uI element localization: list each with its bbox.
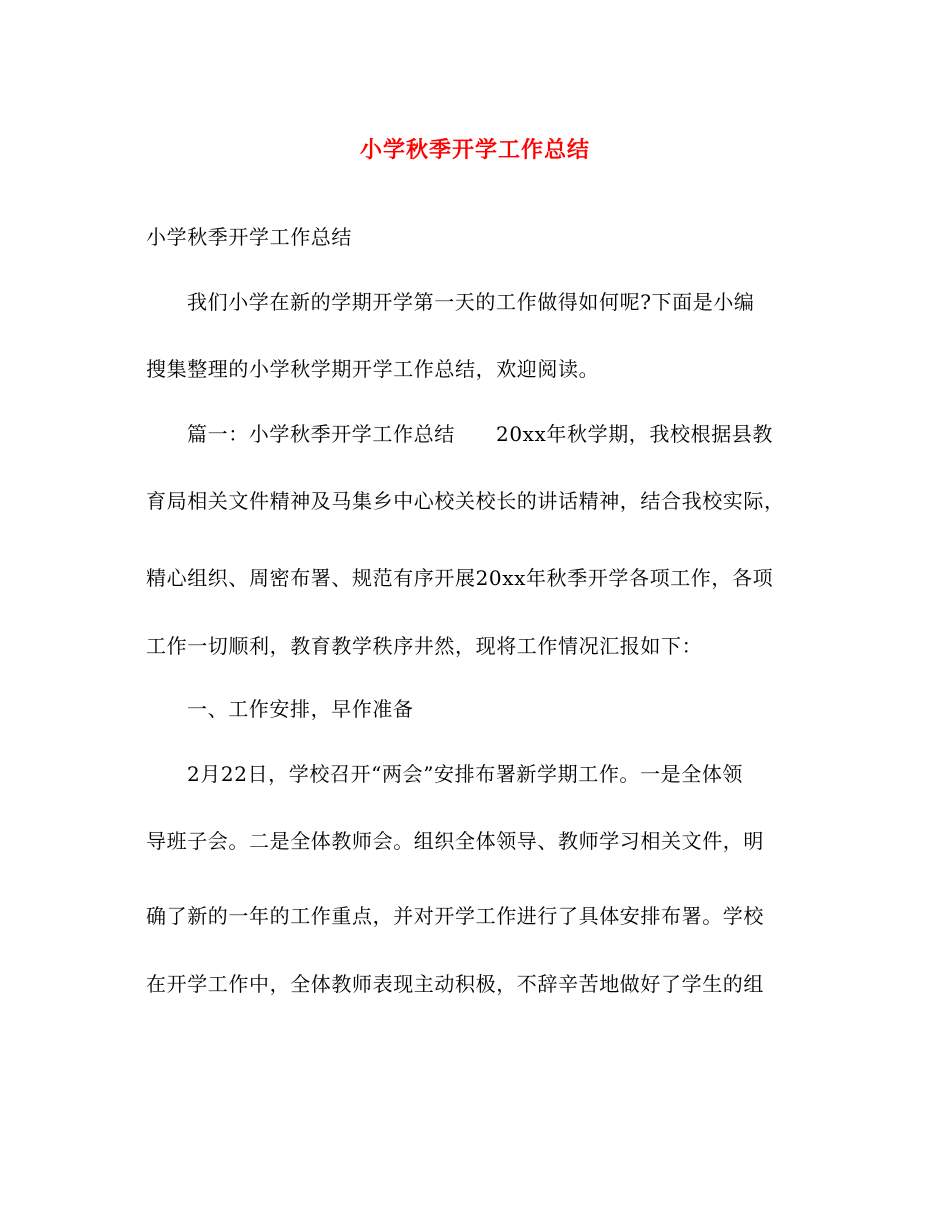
- paragraph-line: 篇一：小学秋季开学工作总结 20xx年秋学期，我校根据县教: [187, 422, 774, 446]
- subtitle-line: 小学秋季开学工作总结: [146, 225, 352, 249]
- paragraph-line: 导班子会。二是全体教师会。组织全体领导、教师学习相关文件，明: [146, 829, 764, 853]
- paragraph-line: 在开学工作中，全体教师表现主动积极，不辞辛苦地做好了学生的组: [146, 972, 764, 996]
- paragraph-line: 搜集整理的小学秋学期开学工作总结，欢迎阅读。: [146, 357, 600, 381]
- document-title: 小学秋季开学工作总结: [359, 137, 590, 163]
- paragraph-line: 育局相关文件精神及马集乡中心校关校长的讲话精神，结合我校实际，: [146, 489, 785, 513]
- paragraph-line: 工作一切顺利，教育教学秩序井然，现将工作情况汇报如下：: [146, 634, 703, 658]
- section-heading: 一、工作安排，早作准备: [187, 697, 414, 721]
- paragraph-line: 我们小学在新的学期开学第一天的工作做得如何呢?下面是小编: [187, 290, 755, 314]
- paragraph-line: 确了新的一年的工作重点，并对开学工作进行了具体安排布署。学校: [146, 904, 764, 928]
- paragraph-line: 精心组织、周密布署、规范有序开展20xx年秋季开学各项工作，各项: [146, 566, 774, 590]
- paragraph-line: 2月22日，学校召开“两会”安排布署新学期工作。一是全体领: [187, 762, 744, 786]
